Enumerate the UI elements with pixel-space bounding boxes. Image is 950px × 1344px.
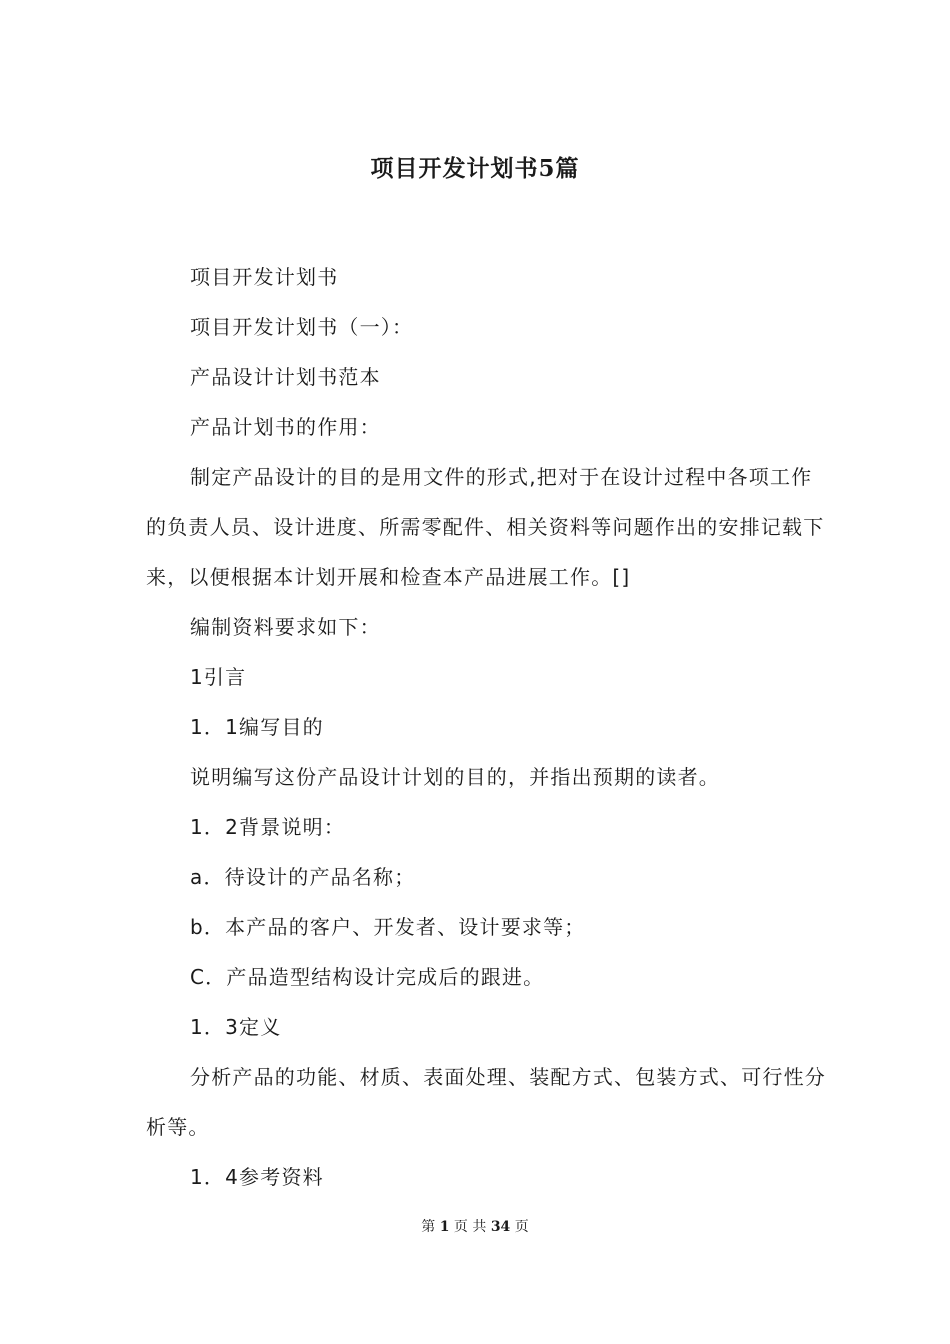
paragraph: 制定产品设计的目的是用文件的形式,把对于在设计过程中各项工作的负责人员、设计进度、所需零配件、相关资料等问题作出的安排记载下来，以便根据本计划开展和检查本产品进展工作。[] — [146, 465, 825, 589]
footer-suffix: 页 — [514, 1219, 529, 1235]
document-body — [146, 252, 826, 1202]
page-footer — [0, 1216, 950, 1236]
paragraph: C．产品造型结构设计完成后的跟进。 — [190, 965, 545, 989]
paragraph: 产品设计计划书范本 — [190, 365, 381, 389]
paragraph: a．待设计的产品名称； — [190, 865, 416, 889]
paragraph: 项目开发计划书（一）： — [190, 315, 414, 339]
footer-middle: 页 共 — [453, 1219, 487, 1235]
paragraph: 1．2背景说明： — [190, 815, 346, 839]
footer-total-pages: 34 — [490, 1219, 511, 1235]
paragraph: b．本产品的客户、开发者、设计要求等； — [190, 915, 586, 939]
document-title: 项目开发计划书5篇 — [370, 155, 580, 182]
paragraph: 分析产品的功能、材质、表面处理、装配方式、包装方式、可行性分析等。 — [146, 1065, 826, 1139]
paragraph: 说明编写这份产品设计计划的目的，并指出预期的读者。 — [190, 765, 720, 789]
paragraph: 1．4参考资料 — [190, 1165, 324, 1189]
paragraph: 编制资料要求如下： — [190, 615, 381, 639]
paragraph: 1．1编写目的 — [190, 715, 324, 739]
paragraph: 1．3定义 — [190, 1015, 282, 1039]
paragraph: 项目开发计划书 — [190, 265, 339, 289]
footer-prefix: 第 — [421, 1219, 436, 1235]
paragraph: 1引言 — [190, 665, 247, 689]
paragraph: 产品计划书的作用： — [190, 415, 381, 439]
footer-page-number: 1 — [439, 1219, 450, 1235]
